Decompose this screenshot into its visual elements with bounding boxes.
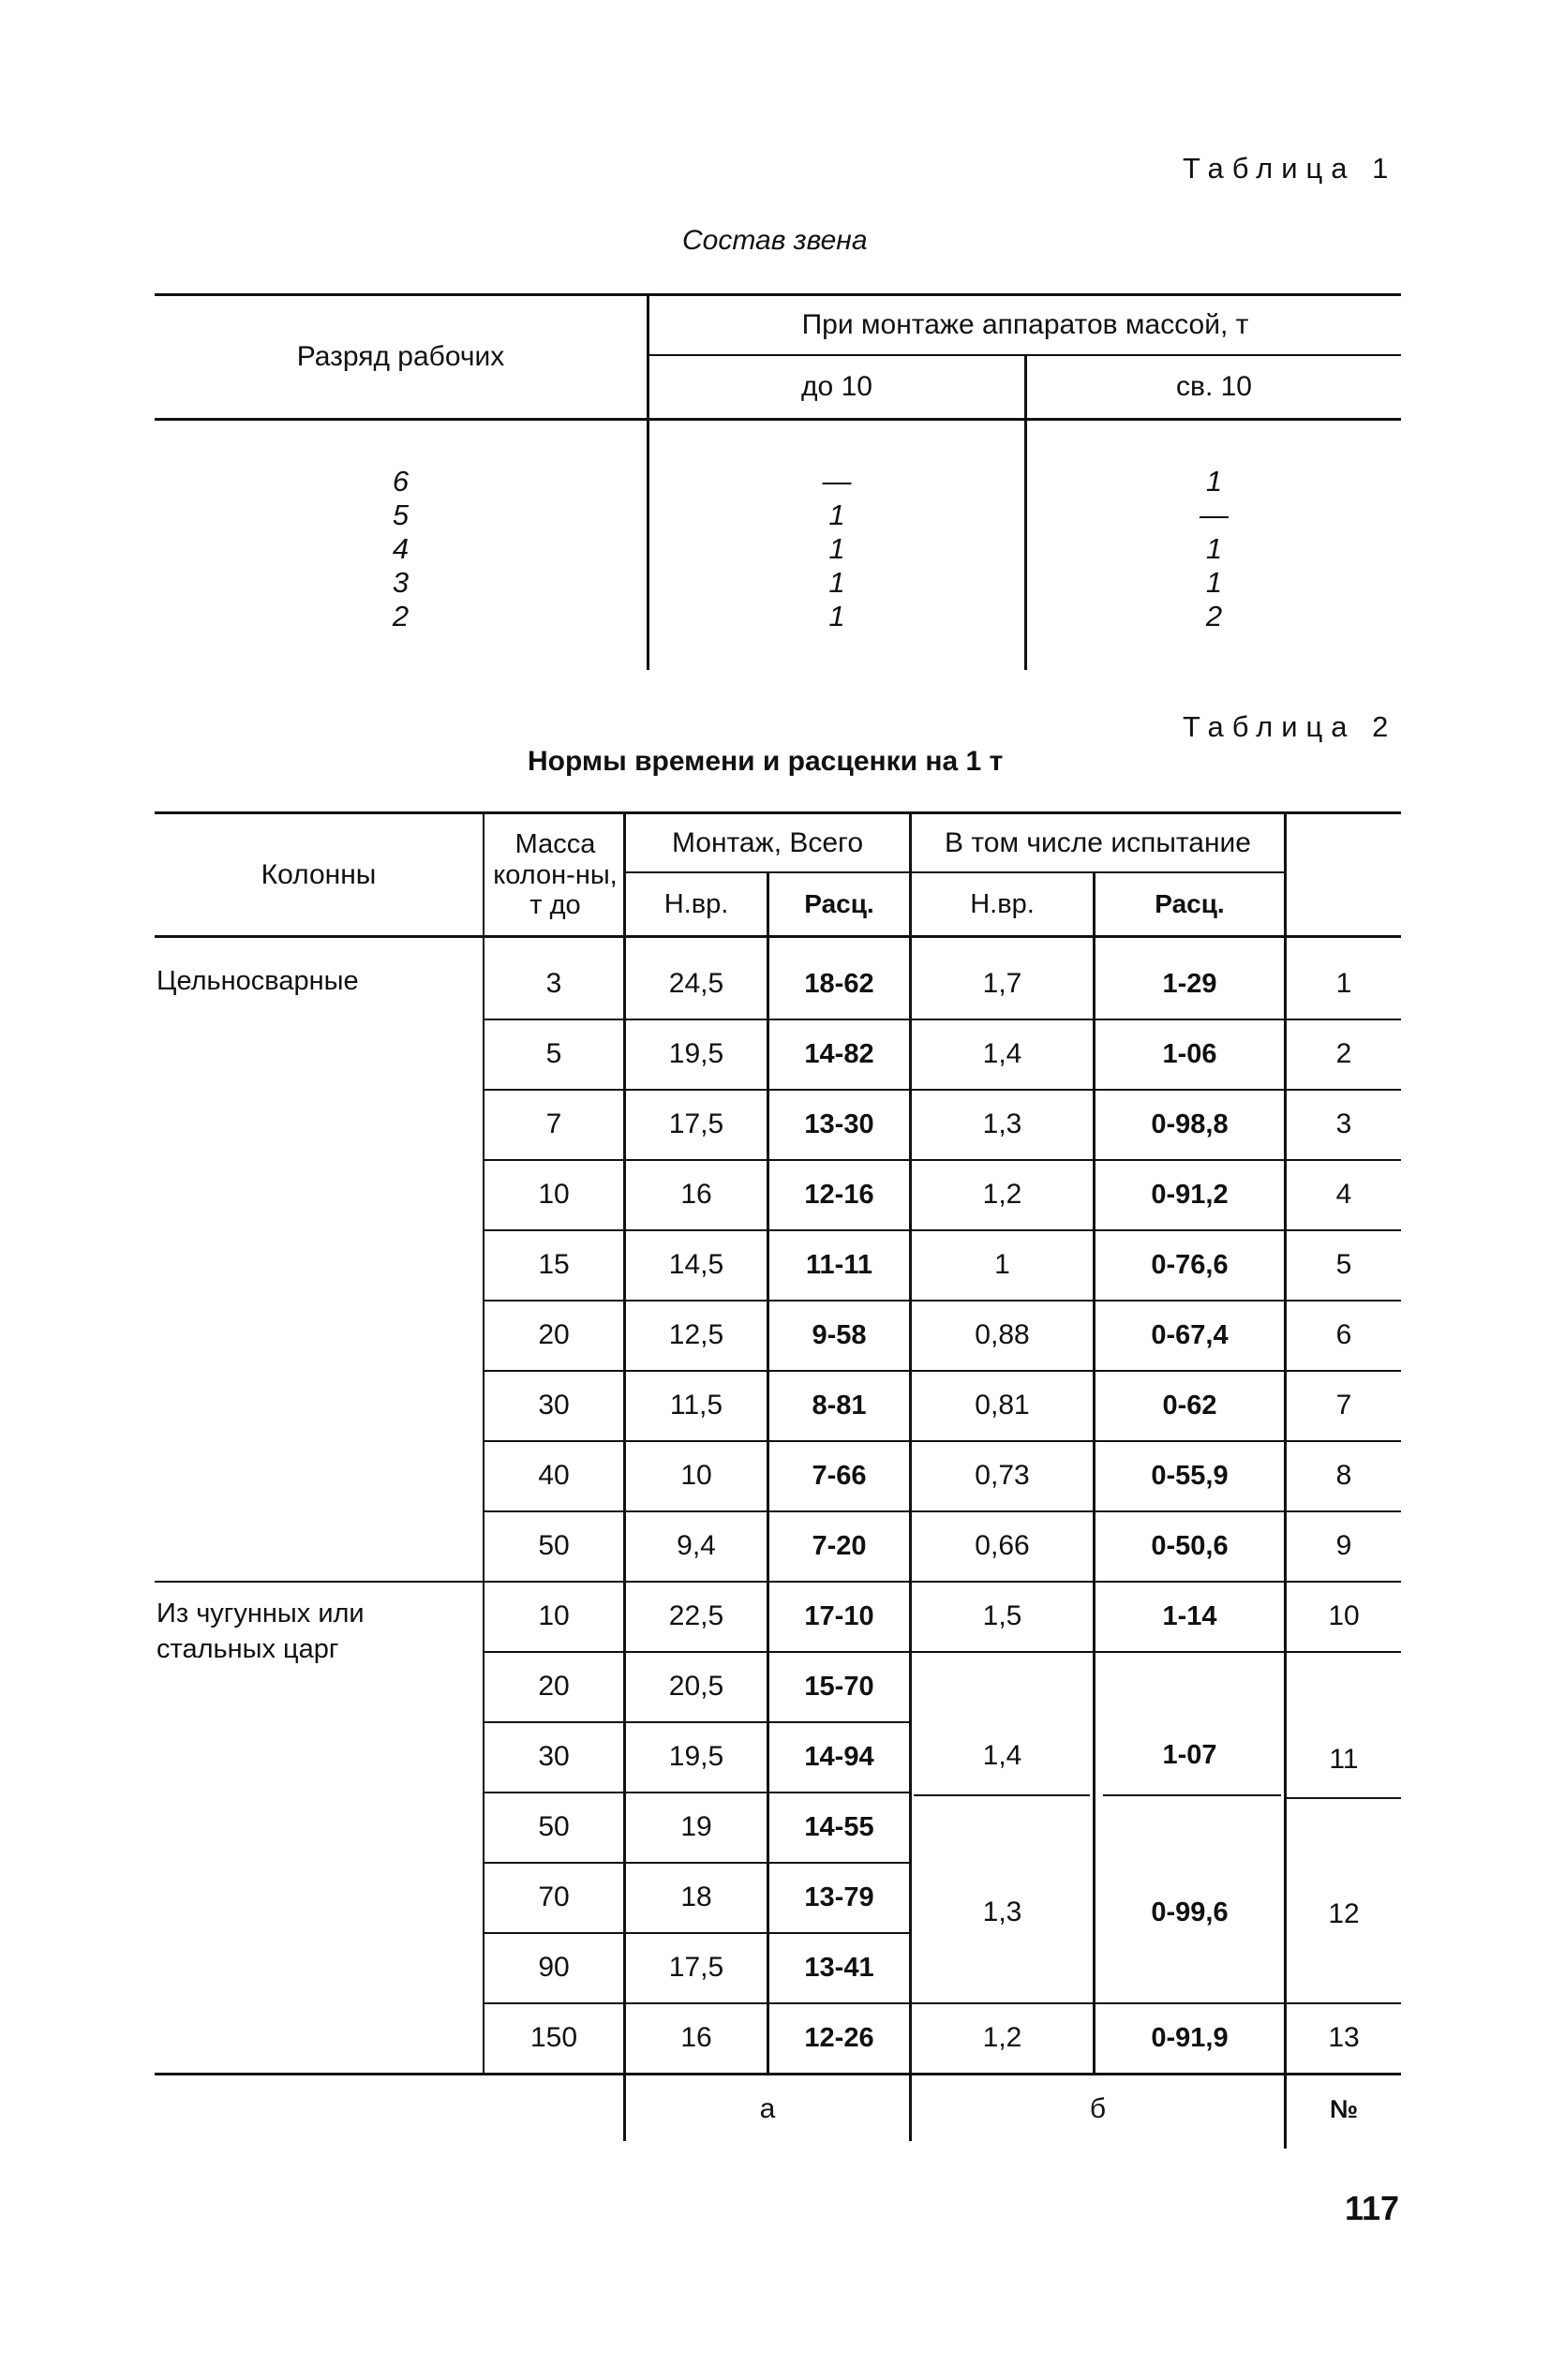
table2-mass: 3 (545, 968, 562, 1000)
table2-test-nvr: 1,2 (982, 1179, 1022, 1211)
table2-row-number: 11 (1329, 1743, 1359, 1775)
table2-mass: 20 (538, 1671, 570, 1703)
table2-row-number: 5 (1335, 1249, 1352, 1281)
table2-mass: 7 (545, 1108, 562, 1140)
table1-value-over10: 1 (1205, 531, 1223, 565)
table2-row-number: 10 (1328, 1600, 1360, 1632)
table2-header-montage: Монтаж, Всего (671, 826, 864, 858)
table2-test-nvr: 1,7 (982, 968, 1022, 1000)
table1-value-upto10: — (822, 464, 852, 498)
table1-label: Таблица 1 (1183, 152, 1397, 185)
table2-montage-nvr: 20,5 (668, 1671, 724, 1703)
table2-test-nvr: 1,3 (982, 1897, 1022, 1928)
table2-montage-nvr: 16 (680, 1179, 712, 1211)
table2-test-nvr: 1,5 (982, 1600, 1022, 1632)
table2-row-number: 3 (1335, 1108, 1352, 1140)
table2-montage-rasc: 8-81 (812, 1390, 867, 1421)
table2-mass: 50 (538, 1530, 570, 1562)
table2-montage-rasc: 7-66 (812, 1460, 867, 1491)
table2-header-test: В том числе испытание (945, 826, 1251, 858)
table2-montage-rasc: 9-58 (812, 1319, 867, 1350)
table2-header-test-rasc: Расц. (1155, 889, 1225, 919)
table2-header-mass: Масса колон-ны, т до (493, 829, 618, 921)
table2-montage-nvr: 18 (680, 1882, 712, 1913)
table2-row-number: 7 (1335, 1390, 1352, 1421)
table2-montage-rasc: 14-94 (804, 1741, 874, 1772)
table2-montage-rasc: 15-70 (804, 1671, 874, 1702)
table2-mass: 15 (538, 1249, 570, 1281)
table2-bottom-rule (155, 2073, 1401, 2075)
table2-header-montage-nvr: Н.вр. (663, 888, 729, 919)
page-number: 117 (1345, 2189, 1400, 2227)
table2-test-nvr: 1,3 (982, 1108, 1022, 1140)
table2-test-rasc: 1-29 (1162, 968, 1217, 999)
table2-test-nvr: 0,73 (975, 1460, 1030, 1492)
table1-value-upto10: 1 (828, 565, 845, 599)
table1-grade: 5 (392, 498, 410, 531)
table1-grade: 2 (392, 599, 410, 632)
table2-row-number: 12 (1328, 1897, 1360, 1929)
table2-montage-nvr: 9,4 (677, 1530, 716, 1562)
table2-montage-nvr: 16 (680, 2022, 712, 2054)
table1-value-over10: 1 (1205, 464, 1223, 498)
table2-montage-rasc: 12-26 (804, 2022, 874, 2053)
table2-header-test-nvr: Н.вр. (970, 888, 1035, 919)
table1-grade: 3 (392, 565, 410, 599)
table1-value-upto10: 1 (828, 498, 845, 531)
table2-row-number: 6 (1335, 1319, 1352, 1351)
table2-montage-rasc: 7-20 (812, 1530, 867, 1561)
table2-montage-nvr: 11,5 (669, 1390, 723, 1421)
table2-mass: 30 (538, 1390, 570, 1421)
table2-test-nvr: 1,4 (982, 1739, 1022, 1771)
table1-header-mass-group: При монтаже аппаратов массой, т (801, 309, 1249, 341)
table2-header-montage-rasc: Расц. (804, 889, 874, 919)
table2-row-number: 8 (1335, 1460, 1352, 1492)
table2-montage-nvr: 19,5 (668, 1038, 724, 1070)
table1-value-over10: 1 (1205, 565, 1223, 599)
table2-test-rasc: 0-67,4 (1151, 1319, 1229, 1350)
table2-footer-a: а (759, 2093, 776, 2125)
table2-test-nvr: 0,66 (975, 1530, 1030, 1562)
table2-test-rasc: 0-55,9 (1151, 1460, 1229, 1491)
table2-header-columns: Колонны (261, 858, 377, 890)
table1-title: Состав звена (682, 225, 868, 256)
table2-montage-rasc: 13-30 (804, 1108, 874, 1139)
table2-row-number: 13 (1328, 2022, 1360, 2054)
table2-montage-nvr: 24,5 (668, 968, 724, 1000)
table2-montage-nvr: 17,5 (668, 1952, 724, 1984)
table2-montage-rasc: 18-62 (804, 968, 874, 999)
table2-montage-nvr: 22,5 (668, 1600, 724, 1632)
table2-test-rasc: 0-91,9 (1151, 2022, 1229, 2053)
table2-footer-number: № (1329, 2094, 1359, 2123)
table1-value-upto10: 1 (828, 599, 845, 632)
table2-test-rasc: 0-76,6 (1151, 1249, 1229, 1280)
table2-mass: 70 (538, 1882, 570, 1913)
table2-montage-rasc: 17-10 (804, 1600, 874, 1631)
table2-row-number: 1 (1335, 968, 1352, 1000)
table2-test-nvr: 0,88 (975, 1319, 1030, 1351)
table2-montage-rasc: 14-55 (804, 1811, 874, 1842)
table2-test-rasc: 0-99,6 (1151, 1897, 1229, 1927)
table2-row-number: 2 (1335, 1038, 1352, 1070)
table2-test-rasc: 0-91,2 (1151, 1179, 1229, 1210)
table2-montage-nvr: 19 (680, 1811, 712, 1843)
table2-test-rasc: 1-07 (1162, 1740, 1217, 1771)
table2-test-rasc: 0-50,6 (1151, 1530, 1229, 1561)
table2-mass: 30 (538, 1741, 570, 1773)
table1-header-bottom-rule (155, 418, 1401, 421)
table1-value-over10: 2 (1205, 599, 1223, 632)
table2-footer-b: б (1089, 2093, 1107, 2125)
table2-test-rasc: 0-62 (1162, 1390, 1217, 1421)
table1-grade: 4 (392, 531, 410, 565)
table1-value-over10: — (1200, 498, 1229, 531)
table2-group-label: Цельносварные (156, 966, 359, 996)
table1-header-worker-grade: Разряд рабочих (296, 341, 505, 373)
table1-header-upto10: до 10 (801, 371, 872, 403)
table2-test-nvr: 1,4 (982, 1038, 1022, 1070)
table1-grade: 6 (392, 464, 410, 498)
table2-mass: 150 (529, 2022, 578, 2054)
table2-group-label: Из чугунных или стальных царг (156, 1599, 365, 1665)
table2-test-nvr: 0,81 (975, 1390, 1030, 1421)
table2-test-nvr: 1,2 (982, 2022, 1022, 2054)
table1-header-over10: св. 10 (1176, 371, 1252, 403)
table2-montage-nvr: 10 (680, 1460, 712, 1492)
table2-montage-nvr: 19,5 (668, 1741, 724, 1773)
table2-test-rasc: 1-06 (1162, 1038, 1217, 1069)
table2-mass: 50 (538, 1811, 570, 1843)
table2-row-number: 9 (1335, 1530, 1352, 1562)
table2-mass: 5 (545, 1038, 562, 1070)
table2-row-number: 4 (1335, 1179, 1352, 1211)
table2-montage-rasc: 13-41 (804, 1952, 874, 1983)
table2-montage-nvr: 17,5 (668, 1108, 724, 1140)
table2-montage-rasc: 12-16 (804, 1179, 874, 1210)
table1-value-upto10: 1 (828, 531, 845, 565)
table2-montage-rasc: 14-82 (804, 1038, 874, 1069)
table2-montage-rasc: 13-79 (804, 1882, 874, 1912)
table2-montage-rasc: 11-11 (806, 1249, 872, 1280)
table2-test-rasc: 1-14 (1162, 1600, 1217, 1631)
table2-mass: 10 (538, 1179, 570, 1211)
table2-mass: 20 (538, 1319, 570, 1351)
table2-mass: 90 (538, 1952, 570, 1984)
table2-header-bottom-rule (155, 935, 1401, 938)
table2-montage-nvr: 14,5 (668, 1249, 724, 1281)
table2-montage-nvr: 12,5 (668, 1319, 724, 1351)
table2-test-rasc: 0-98,8 (1151, 1108, 1229, 1139)
table2-label: Таблица 2 (1183, 710, 1397, 743)
table2-mass: 40 (538, 1460, 570, 1492)
table2-title: Нормы времени и расценки на 1 т (528, 746, 1004, 777)
table2-test-nvr: 1 (994, 1249, 1010, 1281)
table2-mass: 10 (538, 1600, 570, 1632)
